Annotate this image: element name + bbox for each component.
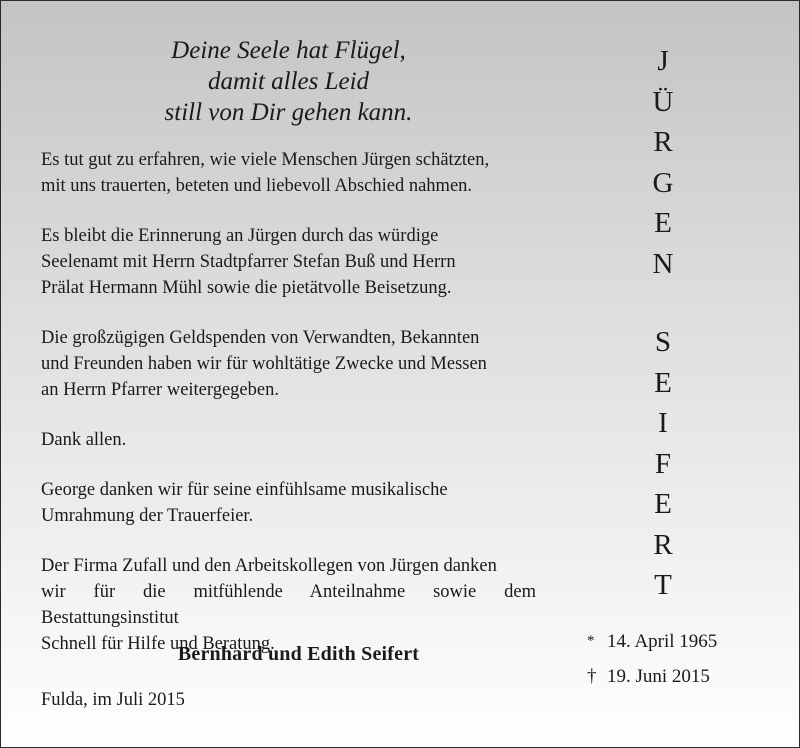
life-dates bbox=[587, 625, 717, 694]
text-line: Seelenamt mit Herrn Stadtpfarrer Stefan Buß und Herrn bbox=[41, 252, 456, 272]
text-line: Die großzügigen Geldspenden von Verwandten, Bekannten bbox=[41, 328, 480, 348]
death-cross-icon: † bbox=[587, 666, 597, 687]
text-line: und Freunden haben wir für wohltätige Zwecke und Messen bbox=[41, 354, 487, 374]
motto-line: still von Dir gehen kann. bbox=[164, 99, 413, 126]
birth-date: 14. April 1965 bbox=[607, 631, 718, 652]
deceased-name-vertical bbox=[631, 41, 695, 606]
birth-star-icon: * bbox=[587, 633, 595, 649]
name-letter: T bbox=[654, 569, 672, 601]
name-letter: I bbox=[658, 407, 668, 439]
paragraph bbox=[41, 427, 536, 453]
text-line: Umrahmung der Trauerfeier. bbox=[41, 506, 254, 526]
death-date-row bbox=[587, 660, 717, 694]
text-line: mit uns trauerten, beteten und liebevoll Abschied nahmen. bbox=[41, 176, 473, 196]
name-letter: E bbox=[654, 366, 672, 399]
text-line: Schnell für Hilfe und Beratung. bbox=[41, 634, 275, 654]
motto-line: damit alles Leid bbox=[207, 68, 370, 95]
name-letter: E bbox=[654, 207, 672, 239]
paragraph bbox=[41, 477, 536, 529]
paragraph bbox=[41, 223, 536, 301]
text-line: Dank allen. bbox=[41, 430, 127, 450]
name-letter: R bbox=[653, 528, 673, 561]
name-letter: Ü bbox=[652, 85, 674, 118]
name-letter: S bbox=[654, 326, 672, 358]
motto bbox=[41, 35, 536, 128]
name-letter: J bbox=[657, 45, 669, 77]
place-date: Fulda, im Juli 2015 bbox=[41, 690, 185, 710]
name-letter: G bbox=[652, 166, 674, 199]
motto-line: Deine Seele hat Flügel, bbox=[171, 37, 406, 64]
text-line: Es tut gut zu erfahren, wie viele Menschen Jürgen schätzten, bbox=[41, 150, 490, 170]
paragraph bbox=[41, 325, 536, 403]
text-line: Es bleibt die Erinnerung an Jürgen durch das würdige bbox=[41, 226, 439, 246]
name-letter: F bbox=[654, 447, 672, 480]
paragraph bbox=[41, 553, 536, 657]
text-line: Prälat Hermann Mühl sowie die pietätvolle Beisetzung. bbox=[41, 278, 452, 298]
name-spacer bbox=[631, 284, 695, 322]
name-letter: N bbox=[652, 247, 674, 280]
death-date: 19. Juni 2015 bbox=[607, 666, 710, 687]
name-letter: E bbox=[654, 488, 672, 520]
text-line: an Herrn Pfarrer weitergegeben. bbox=[41, 380, 279, 400]
paragraph bbox=[41, 147, 536, 199]
text-line: wir für die mitfühlende Anteilnahme sowie dem Bestattungsinstitut bbox=[41, 582, 536, 628]
thank-you-text bbox=[41, 147, 536, 681]
signature: Bernhard und Edith Seifert bbox=[177, 643, 420, 665]
name-letter: R bbox=[653, 126, 673, 158]
birth-date-row bbox=[587, 625, 717, 660]
text-line: George danken wir für seine einfühlsame musikalische bbox=[41, 480, 448, 500]
text-line: Der Firma Zufall und den Arbeitskollegen von Jürgen danken bbox=[41, 556, 497, 576]
